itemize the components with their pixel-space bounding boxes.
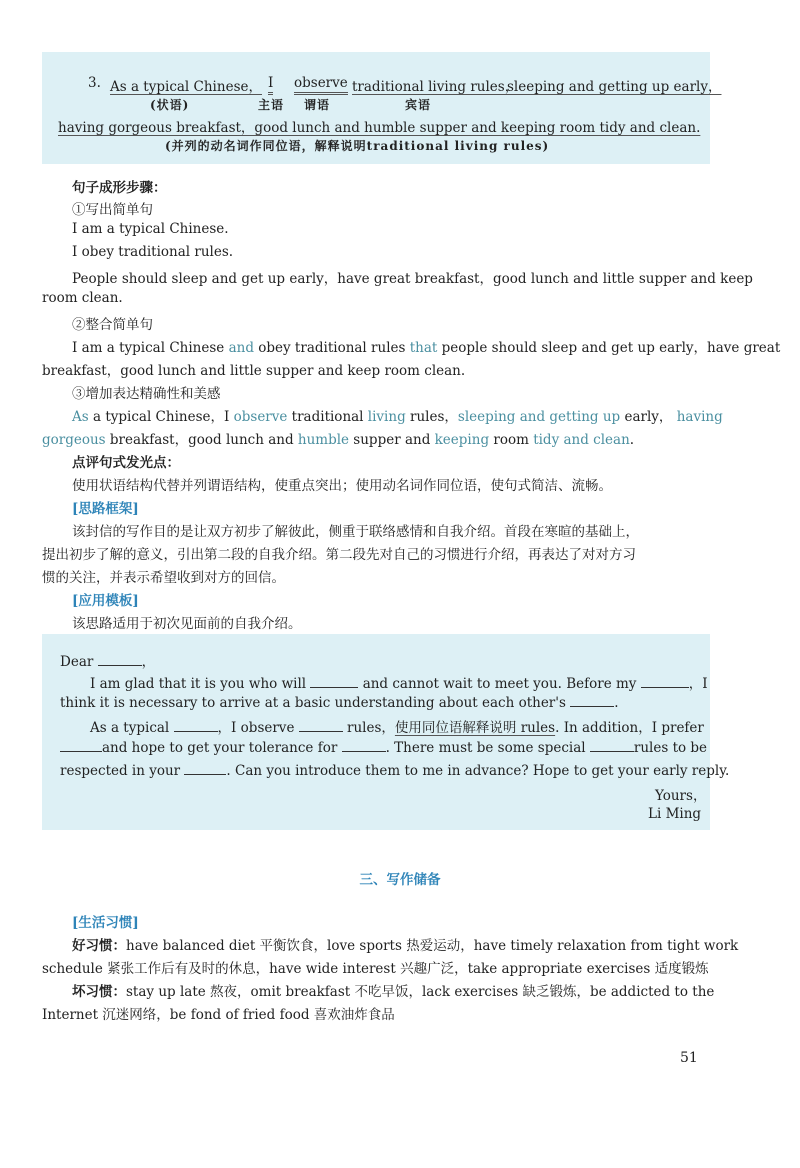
comment-text: 使用状语结构代替并列谓语结构，使重点突出；使用动名词作同位语，使句式简洁、流畅。: [72, 478, 612, 494]
good-habits-line-1: 好习惯：have balanced diet 平衡饮食，love sports 热爱运动，have timely relaxation from tight work: [72, 938, 739, 954]
predicate-word: observe: [294, 75, 348, 95]
step2-line-2: breakfast，good lunch and little supper and keep room clean.: [42, 363, 466, 379]
comment-title: 点评句式发光点：: [72, 455, 180, 471]
step3-line-1: As a typical Chinese，I observe traditional living rules，sleeping and getting up early， having: [72, 409, 723, 425]
blank[interactable]: [98, 653, 142, 666]
steps-title: 句子成形步骤：: [72, 180, 167, 196]
label-appositive: (并列的动名词作同位语，解释说明traditional living rules): [165, 139, 550, 153]
step3-title: ③增加表达精确性和美感: [72, 386, 221, 402]
section-title: 三、写作储备: [359, 872, 441, 888]
signature-name: Li Ming: [648, 806, 702, 822]
appositive-part1: sleeping and getting up early，: [507, 79, 722, 95]
bad-habits-line-1: 坏习惯：stay up late 熬夜，omit breakfast 不吃早饭，lack exercises 缺乏锻炼，be addicted to the: [72, 984, 715, 1000]
page-number: 51: [680, 1050, 698, 1066]
conj-that: that: [409, 340, 438, 356]
blank[interactable]: [174, 719, 218, 732]
framework-tag: [思路框架]: [72, 501, 139, 517]
bad-habits-line-2: Internet 沉迷网络，be fond of fried food 喜欢油炸食品: [42, 1007, 395, 1023]
label-object: 宾语: [405, 98, 432, 112]
conj-and: and: [228, 340, 254, 356]
appositive-hint: 使用同位语解释说明 rules: [394, 720, 556, 736]
blank[interactable]: [184, 762, 226, 775]
step1-sentence-3b: room clean.: [42, 290, 123, 306]
framework-line-1: 该封信的写作目的是让双方初步了解彼此，侧重于联络感情和自我介绍。首段在寒暄的基础上，: [72, 524, 639, 540]
template-tag: [应用模板]: [72, 593, 139, 609]
template-p1-line2: think it is necessary to arrive at a basic understanding about each other's .: [60, 695, 619, 711]
framework-line-2: 提出初步了解的意义，引出第二段的自我介绍。第二段先对自己的习惯进行介绍，再表达了对对方习: [42, 547, 636, 563]
template-p2-line1: As a typical ，I observe rules，使用同位语解释说明 rules. In addition，I prefer: [90, 720, 704, 736]
appositive-part2: having gorgeous breakfast，good lunch and humble supper and keeping room tidy and clean.: [58, 120, 701, 136]
dear-line: Dear ，: [60, 654, 156, 670]
step1-sentence-2: I obey traditional rules.: [72, 244, 234, 260]
framework-line-3: 惯的关注，并表示希望收到对方的回信。: [42, 570, 285, 586]
template-desc: 该思路适用于初次见面前的自我介绍。: [72, 616, 302, 632]
object-phrase: traditional living rules，: [352, 79, 519, 95]
step2-title: ②整合简单句: [72, 317, 153, 333]
label-predicate: 谓语: [304, 98, 331, 112]
blank[interactable]: [310, 675, 358, 688]
step2-line-1: I am a typical Chinese and obey traditional rules that people should sleep and get up early，have great: [72, 340, 781, 356]
label-subject: 主语: [258, 98, 285, 112]
subject-word: I: [268, 75, 273, 95]
good-habits-line-2: schedule 紧张工作后有及时的休息，have wide interest 兴趣广泛，take appropriate exercises 适度锻炼: [42, 961, 709, 977]
blank[interactable]: [342, 739, 386, 752]
life-habits-tag: [生活习惯]: [72, 915, 139, 931]
closing-yours: Yours，: [655, 788, 707, 804]
step1-title: ①写出简单句: [72, 202, 153, 218]
blank[interactable]: [60, 739, 102, 752]
step1-sentence-3a: People should sleep and get up early，have great breakfast，good lunch and little supper and keep: [72, 271, 753, 287]
template-p1-line1: I am glad that it is you who will and cannot wait to meet you. Before my ，I: [90, 676, 708, 692]
label-adverbial: (状语): [150, 98, 190, 112]
blank[interactable]: [590, 739, 634, 752]
template-p2-line2: and hope to get your tolerance for . There must be some special rules to be: [60, 739, 707, 756]
example-number: 3.: [88, 75, 101, 91]
blank[interactable]: [570, 694, 614, 707]
step1-sentence-1: I am a typical Chinese.: [72, 221, 229, 237]
adverbial-phrase: As a typical Chinese，: [110, 79, 262, 95]
blank[interactable]: [641, 675, 689, 688]
blank[interactable]: [299, 719, 343, 732]
template-p2-line3: respected in your . Can you introduce them to me in advance? Hope to get your early reply.: [60, 763, 730, 779]
step3-line-2: gorgeous breakfast，good lunch and humble supper and keeping room tidy and clean.: [42, 432, 635, 448]
